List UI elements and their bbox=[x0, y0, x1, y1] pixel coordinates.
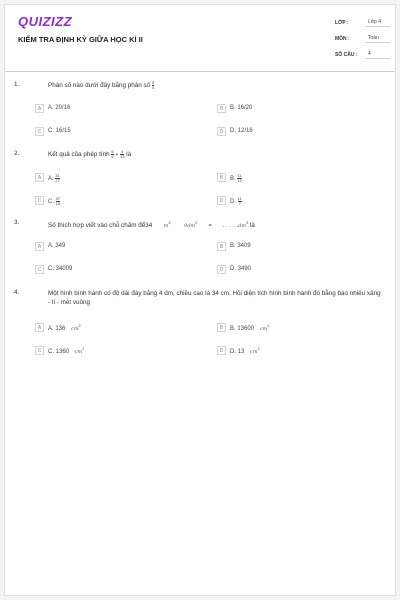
question-text-part: Phân số nào dưới đây bằng phân số bbox=[48, 82, 151, 90]
fraction-num: 11 bbox=[237, 196, 242, 201]
option-value: A. 136 bbox=[48, 326, 66, 332]
fraction-den: 4 bbox=[151, 85, 155, 90]
option-value: C. 1360 bbox=[48, 349, 70, 355]
option-letter-box[interactable]: B bbox=[217, 104, 226, 113]
unit: dm bbox=[187, 223, 196, 230]
option-text: B. 13600 $cm^2$ bbox=[230, 324, 270, 332]
option-letter-box[interactable]: B bbox=[217, 323, 226, 332]
fraction-num: 37 bbox=[55, 196, 61, 201]
blank-dots: . . . . . . bbox=[222, 223, 239, 230]
option-text bbox=[48, 174, 60, 183]
option-letter-box[interactable]: A bbox=[35, 323, 44, 332]
question-number: 2. bbox=[14, 150, 20, 157]
option-prefix: C. bbox=[48, 199, 54, 206]
fraction-den: 7 bbox=[238, 201, 241, 206]
option-text: C. 16/15 bbox=[48, 128, 71, 134]
option-letter-box[interactable]: D bbox=[217, 196, 226, 205]
fraction bbox=[111, 150, 113, 159]
option-text: D. 12/16 bbox=[230, 128, 253, 134]
fraction bbox=[55, 174, 59, 183]
fraction bbox=[237, 174, 241, 183]
option-value: D. 13 bbox=[230, 349, 245, 355]
unit: cm bbox=[71, 326, 79, 332]
option-text: B. 3409 bbox=[230, 243, 251, 249]
option-text: C. 1360 $cm^2$ bbox=[48, 347, 85, 355]
question-text-part: Kết quả của phép tính bbox=[48, 151, 110, 159]
option-text: C. 34009 bbox=[48, 266, 73, 272]
fraction-num: 11 bbox=[237, 173, 242, 178]
option-text: D. 3490 bbox=[230, 266, 252, 272]
page-title: KIỂM TRA ĐỊNH KỲ GIỮA HỌC KÌ II bbox=[18, 35, 143, 44]
fraction-den: 27 bbox=[55, 178, 60, 183]
fraction-den: 15 bbox=[55, 201, 61, 206]
option-prefix: B. bbox=[230, 176, 236, 183]
fraction-num: 5 bbox=[151, 80, 155, 85]
question-text-part: là bbox=[126, 151, 132, 159]
meta-value: Toán bbox=[365, 35, 390, 43]
unit: dm bbox=[238, 223, 247, 230]
option-text bbox=[48, 197, 60, 206]
option-letter-box[interactable]: C bbox=[35, 346, 44, 355]
operator: + bbox=[115, 152, 119, 159]
unit: cm bbox=[74, 349, 83, 355]
question-text-part: là bbox=[249, 222, 255, 230]
option-text: B. 16/20 bbox=[230, 105, 253, 111]
meta-label: LỚP : bbox=[335, 20, 349, 26]
question-text: Số thích hợp viết vào chỗ chấm để34 $m^2$ $9dm^2$ = . . . . . $.dm^2$ là bbox=[48, 221, 255, 230]
value: 34 bbox=[145, 222, 153, 230]
unit: cm bbox=[250, 349, 258, 355]
meta-value: Lớp 4 bbox=[365, 19, 390, 27]
fraction-num: 5 bbox=[111, 149, 114, 154]
fraction bbox=[120, 150, 124, 159]
option-text: A. 136 $cm^2$ bbox=[48, 324, 81, 332]
option-letter-box[interactable]: B bbox=[217, 173, 226, 182]
option-value: B. 13600 bbox=[230, 326, 255, 332]
option-letter-box[interactable]: A bbox=[35, 242, 44, 251]
option-letter-box[interactable]: D bbox=[217, 265, 226, 274]
fraction-den: 9 bbox=[111, 154, 114, 159]
question-number: 1. bbox=[14, 81, 20, 88]
worksheet-header bbox=[5, 5, 395, 72]
option-text: A. 349 bbox=[48, 243, 66, 249]
option-letter-box[interactable]: B bbox=[217, 242, 226, 251]
fraction bbox=[238, 197, 242, 206]
option-letter-box[interactable]: C bbox=[35, 196, 44, 205]
fraction bbox=[152, 81, 154, 90]
meta-label: MÔN : bbox=[335, 36, 350, 42]
question-number: 3. bbox=[14, 219, 20, 226]
question-text-part: Số thích hợp viết vào chỗ chấm để bbox=[48, 222, 146, 230]
option-letter-box[interactable]: D bbox=[217, 127, 226, 136]
option-text: A. 20/16 bbox=[48, 105, 71, 111]
meta-label: SỐ CÂU : bbox=[335, 52, 358, 58]
fraction-num: 4 bbox=[121, 149, 124, 154]
option-letter-box[interactable]: D bbox=[217, 346, 226, 355]
meta-value: 4 bbox=[365, 51, 390, 59]
option-letter-box[interactable]: C bbox=[35, 127, 44, 136]
option-text bbox=[230, 197, 242, 206]
equals-sign: = bbox=[208, 223, 212, 230]
question-text: Một hình bình hành có độ dài đáy bằng 4 dm, chiều cao là 34 cm. Hỏi diện tích hình bình hành đó bằng bao nhiêu xăng - ti - mét vuông bbox=[48, 290, 381, 306]
quizizz-logo: QUIZIZZ bbox=[18, 14, 73, 29]
question-number: 4. bbox=[14, 289, 20, 296]
unit: m bbox=[163, 223, 169, 230]
option-letter-box[interactable]: A bbox=[35, 104, 44, 113]
option-prefix: D. bbox=[230, 199, 236, 206]
fraction-den: 12 bbox=[237, 178, 242, 183]
option-prefix: A. bbox=[48, 176, 54, 183]
worksheet-page bbox=[4, 4, 396, 596]
option-text: D. 13 $cm^2$ bbox=[230, 347, 260, 355]
option-letter-box[interactable]: A bbox=[35, 173, 44, 182]
question-text bbox=[48, 81, 384, 90]
unit: cm bbox=[259, 326, 268, 332]
option-letter-box[interactable]: C bbox=[35, 265, 44, 274]
option-text bbox=[230, 174, 242, 183]
value: 9 bbox=[183, 223, 188, 230]
fraction-den: 13 bbox=[120, 154, 125, 159]
question-text bbox=[48, 150, 384, 160]
fraction-num: 31 bbox=[55, 173, 60, 178]
fraction bbox=[56, 197, 60, 206]
